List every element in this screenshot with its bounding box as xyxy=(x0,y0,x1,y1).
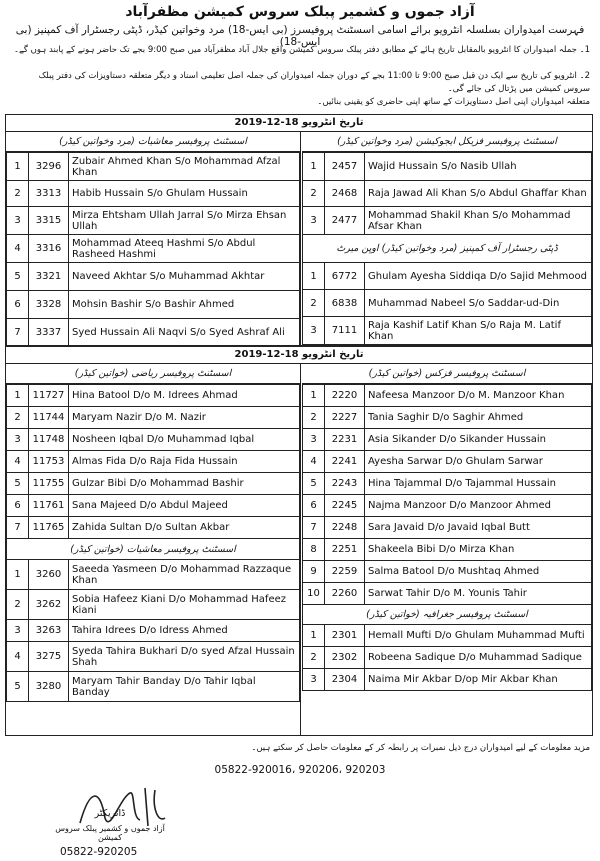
candidate-name: Salma Batool D/o Mushtaq Ahmed xyxy=(365,561,592,583)
serial-number: 4 xyxy=(7,451,29,473)
serial-number: 3 xyxy=(303,317,325,345)
serial-number: 6 xyxy=(303,495,325,517)
signatory-org: آزاد جموں و کشمیر پبلک سروس کمیشن xyxy=(55,824,165,842)
table-row xyxy=(303,539,592,561)
table-row xyxy=(303,317,592,345)
signatory-title: ڈائریکٹر xyxy=(94,808,126,819)
contact-phones: 05822-920016، 920206، 920203 xyxy=(214,764,386,776)
roll-number: 2457 xyxy=(325,153,365,181)
table-row xyxy=(303,451,592,473)
table-row xyxy=(303,561,592,583)
table-row xyxy=(303,647,592,669)
candidate-name: Ayesha Sarwar D/o Ghulam Sarwar xyxy=(365,451,592,473)
roll-number: 2468 xyxy=(325,181,365,207)
table-row xyxy=(303,385,592,407)
candidate-name: Asia Sikander D/o Sikander Hussain xyxy=(365,429,592,451)
table-row xyxy=(7,590,300,620)
serial-number: 8 xyxy=(303,539,325,561)
table-row xyxy=(7,495,300,517)
serial-number: 7 xyxy=(7,319,29,346)
interview-block-2 xyxy=(5,346,593,736)
serial-number: 5 xyxy=(7,263,29,291)
serial-number: 9 xyxy=(303,561,325,583)
table-row xyxy=(7,319,300,346)
interview-block-1 xyxy=(5,114,593,346)
serial-number: 3 xyxy=(303,429,325,451)
candidate-name: Hina Tajammal D/o Tajammal Hussain xyxy=(365,473,592,495)
instruction-1: 1۔ جملہ امیدواران کا انٹرویو بالمقابل تاریخ ہائے کے مطابق دفتر پبلک سروس کمیشن واقع جلال آباد مظفرآباد میں صبح 9:00 بجے تک حاضر ہونے کے پابند ہوں گے۔ xyxy=(13,45,590,55)
roll-number: 2477 xyxy=(325,207,365,235)
roll-number: 2251 xyxy=(325,539,365,561)
serial-number: 10 xyxy=(303,583,325,605)
serial-number: 6 xyxy=(7,495,29,517)
serial-number: 2 xyxy=(303,407,325,429)
contact-note: مزید معلومات کے لیے امیدواران درج ذیل نمبرات پر رابطہ کر کے معلومات حاصل کر سکتے ہیں۔ xyxy=(251,743,590,753)
candidate-name: Ghulam Ayesha Siddiqa D/o Sajid Mehmood xyxy=(365,263,592,290)
roll-number: 11753 xyxy=(29,451,69,473)
roll-number: 3275 xyxy=(29,642,69,672)
serial-number: 1 xyxy=(303,385,325,407)
candidate-name: Wajid Hussain S/o Nasib Ullah xyxy=(365,153,592,181)
roll-number: 3280 xyxy=(29,672,69,702)
serial-number: 5 xyxy=(7,672,29,702)
candidate-name: Muhammad Nabeel S/o Saddar-ud-Din xyxy=(365,290,592,317)
table-row xyxy=(303,583,592,605)
roll-number: 3263 xyxy=(29,620,69,642)
section-heading-row xyxy=(7,539,300,560)
table-row xyxy=(7,263,300,291)
roll-number: 3315 xyxy=(29,207,69,235)
candidate-table xyxy=(302,384,592,691)
roll-number: 2260 xyxy=(325,583,365,605)
candidate-name: Nafeesa Manzoor D/o M. Manzoor Khan xyxy=(365,385,592,407)
column-heading: اسسٹنٹ پروفیسر ریاضی (خواتین کیڈر) xyxy=(6,364,300,384)
table-row xyxy=(303,495,592,517)
roll-number: 6838 xyxy=(325,290,365,317)
roll-number: 3316 xyxy=(29,235,69,263)
candidate-name: Habib Hussain S/o Ghulam Hussain xyxy=(69,181,300,207)
table-row xyxy=(303,181,592,207)
economics-column xyxy=(6,132,301,345)
roll-number: 2304 xyxy=(325,669,365,691)
candidate-name: Raja Kashif Latif Khan S/o Raja M. Latif Khan xyxy=(365,317,592,345)
candidate-name: Syeda Tahira Bukhari D/o syed Afzal Hussain Shah xyxy=(69,642,300,672)
table-row xyxy=(7,291,300,319)
candidate-table xyxy=(302,152,592,345)
roll-number: 11727 xyxy=(29,385,69,407)
column-heading: اسسٹنٹ پروفیسر فزکس (خواتین کیڈر) xyxy=(302,364,592,384)
roll-number: 3262 xyxy=(29,590,69,620)
candidate-name: Maryam Nazir D/o M. Nazir xyxy=(69,407,300,429)
roll-number: 2248 xyxy=(325,517,365,539)
section-heading-row xyxy=(303,235,592,263)
serial-number: 4 xyxy=(7,642,29,672)
table-row xyxy=(303,625,592,647)
table-row xyxy=(7,642,300,672)
serial-number: 1 xyxy=(303,625,325,647)
candidate-name: Zubair Ahmed Khan S/o Mohammad Afzal Khan xyxy=(69,153,300,181)
physics-column xyxy=(302,364,592,735)
candidate-name: Mirza Ehtsham Ullah Jarral S/o Mirza Ehsan Ullah xyxy=(69,207,300,235)
roll-number: 3328 xyxy=(29,291,69,319)
serial-number: 1 xyxy=(303,263,325,290)
serial-number: 4 xyxy=(303,451,325,473)
roll-number: 7111 xyxy=(325,317,365,345)
table-row xyxy=(7,429,300,451)
candidate-name: Maryam Tahir Banday D/o Tahir Iqbal Banday xyxy=(69,672,300,702)
table-row xyxy=(7,407,300,429)
candidate-table xyxy=(6,384,300,702)
table-row xyxy=(303,473,592,495)
table-row xyxy=(303,263,592,290)
roll-number: 11755 xyxy=(29,473,69,495)
candidate-name: Syed Hussain Ali Naqvi S/o Syed Ashraf Ali xyxy=(69,319,300,346)
candidate-name: Naima Mir Akbar D/op Mir Akbar Khan xyxy=(365,669,592,691)
serial-number: 2 xyxy=(7,407,29,429)
candidate-name: Sana Majeed D/o Abdul Majeed xyxy=(69,495,300,517)
candidate-name: Sarwat Tahir D/o M. Younis Tahir xyxy=(365,583,592,605)
roll-number: 2231 xyxy=(325,429,365,451)
table-row xyxy=(303,429,592,451)
serial-number: 2 xyxy=(7,181,29,207)
table-row xyxy=(7,235,300,263)
serial-number: 1 xyxy=(7,560,29,590)
candidate-name: Tahira Idrees D/o Idress Ahmed xyxy=(69,620,300,642)
serial-number: 2 xyxy=(7,590,29,620)
table-row xyxy=(303,153,592,181)
page-subtitle: فہرست امیدواران بسلسلہ انٹرویو برائے اسامی اسسٹنٹ پروفیسرز (بی ایس-18) مرد وخواتین کیڈر، ڈپٹی رجسٹرار آف کمپنیز (بی ایس-18) xyxy=(15,24,585,48)
candidate-name: Tania Saghir D/o Saghir Ahmed xyxy=(365,407,592,429)
section-heading-row xyxy=(303,605,592,625)
candidate-name: Najma Manzoor D/o Manzoor Ahmed xyxy=(365,495,592,517)
serial-number: 6 xyxy=(7,291,29,319)
serial-number: 3 xyxy=(7,620,29,642)
candidate-name: Saeeda Yasmeen D/o Mohammad Razzaque Khan xyxy=(69,560,300,590)
roll-number: 3260 xyxy=(29,560,69,590)
table-row xyxy=(7,473,300,495)
table-row xyxy=(303,290,592,317)
physical-education-column xyxy=(302,132,592,345)
roll-number: 3296 xyxy=(29,153,69,181)
interview-date: تاریخ انٹرویو 18-12-2019 xyxy=(6,347,592,364)
serial-number: 4 xyxy=(7,235,29,263)
roll-number: 2227 xyxy=(325,407,365,429)
roll-number: 11744 xyxy=(29,407,69,429)
table-row xyxy=(7,620,300,642)
roll-number: 11761 xyxy=(29,495,69,517)
candidate-name: Raja Jawad Ali Khan S/o Abdul Ghaffar Khan xyxy=(365,181,592,207)
table-row xyxy=(7,181,300,207)
table-row xyxy=(303,407,592,429)
serial-number: 3 xyxy=(303,207,325,235)
signatory-phone: 05822-920205 xyxy=(60,846,138,858)
candidate-name: Nosheen Iqbal D/o Muhammad Iqbal xyxy=(69,429,300,451)
roll-number: 11748 xyxy=(29,429,69,451)
section-heading: ڈپٹی رجسٹرار آف کمپنیز (مرد وخواتین کیڈر) اوپن میرٹ xyxy=(303,235,592,263)
table-row xyxy=(7,560,300,590)
roll-number: 2220 xyxy=(325,385,365,407)
roll-number: 2301 xyxy=(325,625,365,647)
table-row xyxy=(7,451,300,473)
table-row xyxy=(7,517,300,539)
serial-number: 3 xyxy=(7,429,29,451)
column-heading: اسسٹنٹ پروفیسر معاشیات (مرد وخواتین کیڈر) xyxy=(6,132,300,152)
roll-number: 2243 xyxy=(325,473,365,495)
roll-number: 2245 xyxy=(325,495,365,517)
serial-number: 1 xyxy=(7,385,29,407)
candidate-table xyxy=(6,152,300,346)
table-row xyxy=(303,207,592,235)
instruction-3: متعلقہ امیدواران اپنی اصل دستاویزات کے ساتھ اپنی حاضری کو یقینی بنائیں۔ xyxy=(317,97,590,107)
roll-number: 3337 xyxy=(29,319,69,346)
candidate-name: Mohammad Ateeq Hashmi S/o Abdul Rasheed Hashmi xyxy=(69,235,300,263)
table-row xyxy=(7,207,300,235)
table-row xyxy=(303,517,592,539)
candidate-name: Zahida Sultan D/o Sultan Akbar xyxy=(69,517,300,539)
serial-number: 3 xyxy=(303,669,325,691)
serial-number: 7 xyxy=(7,517,29,539)
serial-number: 2 xyxy=(303,647,325,669)
serial-number: 1 xyxy=(7,153,29,181)
table-row xyxy=(7,153,300,181)
serial-number: 3 xyxy=(7,207,29,235)
candidate-name: Mohsin Bashir S/o Bashir Ahmed xyxy=(69,291,300,319)
serial-number: 2 xyxy=(303,290,325,317)
roll-number: 6772 xyxy=(325,263,365,290)
candidate-name: Hina Batool D/o M. Idrees Ahmad xyxy=(69,385,300,407)
candidate-name: Naveed Akhtar S/o Muhammad Akhtar xyxy=(69,263,300,291)
roll-number: 2302 xyxy=(325,647,365,669)
serial-number: 1 xyxy=(303,153,325,181)
mathematics-column xyxy=(6,364,301,735)
candidate-name: Shakeela Bibi D/o Mirza Khan xyxy=(365,539,592,561)
section-heading: اسسٹنٹ پروفیسر معاشیات (خواتین کیڈر) xyxy=(7,539,300,560)
serial-number: 5 xyxy=(7,473,29,495)
roll-number: 3321 xyxy=(29,263,69,291)
instruction-2: 2۔ انٹرویو کی تاریخ سے ایک دن قبل صبح 9:00 تا 11:00 بجے کے دوران جملہ امیدواران کی جملہ اصل تعلیمی اسناد و دیگر متعلقہ دستاویزات کی دفتر پبلک سروس کمیشن میں پڑتال کی جائے گی۔ xyxy=(38,71,590,94)
roll-number: 3313 xyxy=(29,181,69,207)
table-row xyxy=(7,385,300,407)
roll-number: 2241 xyxy=(325,451,365,473)
table-row xyxy=(7,672,300,702)
interview-date: تاریخ انٹرویو 18-12-2019 xyxy=(6,115,592,132)
roll-number: 11765 xyxy=(29,517,69,539)
candidate-name: Sobia Hafeez Kiani D/o Mohammad Hafeez Kiani xyxy=(69,590,300,620)
candidate-name: Gulzar Bibi D/o Mohammad Bashir xyxy=(69,473,300,495)
serial-number: 5 xyxy=(303,473,325,495)
candidate-name: Hemall Mufti D/o Ghulam Muhammad Mufti xyxy=(365,625,592,647)
table-row xyxy=(303,669,592,691)
candidate-name: Robeena Sadique D/o Muhammad Sadique xyxy=(365,647,592,669)
serial-number: 2 xyxy=(303,181,325,207)
roll-number: 2259 xyxy=(325,561,365,583)
candidate-name: Mohammad Shakil Khan S/o Mohammad Afsar Khan xyxy=(365,207,592,235)
section-heading: اسسٹنٹ پروفیسر جغرافیہ (خواتین کیڈر) xyxy=(303,605,592,625)
candidate-name: Almas Fida D/o Raja Fida Hussain xyxy=(69,451,300,473)
column-heading: اسسٹنٹ پروفیسر فزیکل ایجوکیشن (مرد وخواتین کیڈر) xyxy=(302,132,592,152)
serial-number: 7 xyxy=(303,517,325,539)
candidate-name: Sara Javaid D/o Javaid Iqbal Butt xyxy=(365,517,592,539)
page-title: آزاد جموں و کشمیر پبلک سروس کمیشن مظفرآباد xyxy=(125,4,475,20)
